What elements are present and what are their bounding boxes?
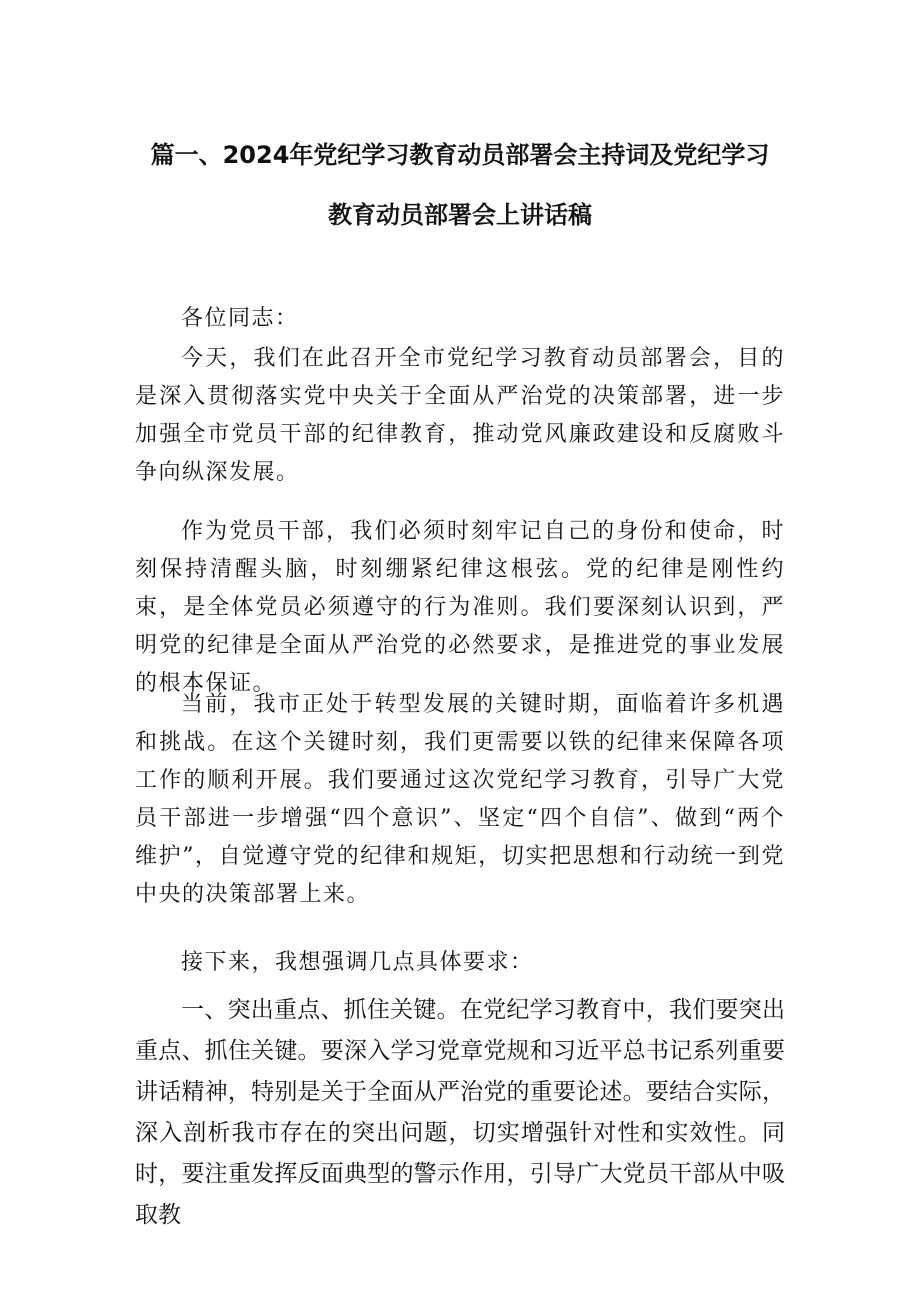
paragraph-requirements-intro: 接下来，我想强调几点具体要求：: [181, 950, 534, 975]
paragraph-current-situation: 当前，我市正处于转型发展的关键时期，面临着许多机遇和挑战。在这个关键时刻，我们更需要以铁的纪律来保障各项工作的顺利开展。我们要通过这次党纪学习教育，引导广大党员干部进一步增强“四个意识”、坚定“四个自信”、做到“两个维护”，自觉遵守党的纪律和规矩，切实把思想和行动统一到党中央的决策部署上来。: [135, 692, 785, 907]
document-title-line-1: 篇一、2024年党纪学习教育动员部署会主持词及党纪学习: [150, 141, 770, 169]
paragraph-discipline: 作为党员干部，我们必须时刻牢记自己的身份和使命，时刻保持清醒头脑，时刻绷紧纪律这根弦。党的纪律是刚性约束，是全体党员必须遵守的行为准则。我们要深刻认识到，严明党的纪律是全面从严治党的必然要求，是推进党的事业发展的根本保证。: [135, 519, 785, 696]
salutation: 各位同志：: [181, 306, 299, 331]
paragraph-opening: 今天，我们在此召开全市党纪学习教育动员部署会，目的是深入贯彻落实党中央关于全面从严治党的决策部署，进一步加强全市党员干部的纪律教育，推动党风廉政建设和反腐败斗争向纵深发展。: [135, 346, 785, 485]
document-title-line-2: 教育动员部署会上讲话稿: [328, 201, 592, 229]
requirement-one-paragraph: 一、突出重点、抓住关键。在党纪学习教育中，我们要突出重点、抓住关键。要深入学习党章党规和习近平总书记系列重要讲话精神，特别是关于全面从严治党的重要论述。要结合实际，深入剖析我市存在的突出问题，切实增强针对性和实效性。同时，要注重发挥反面典型的警示作用，引导广大党员干部从中吸取教: [135, 997, 785, 1228]
